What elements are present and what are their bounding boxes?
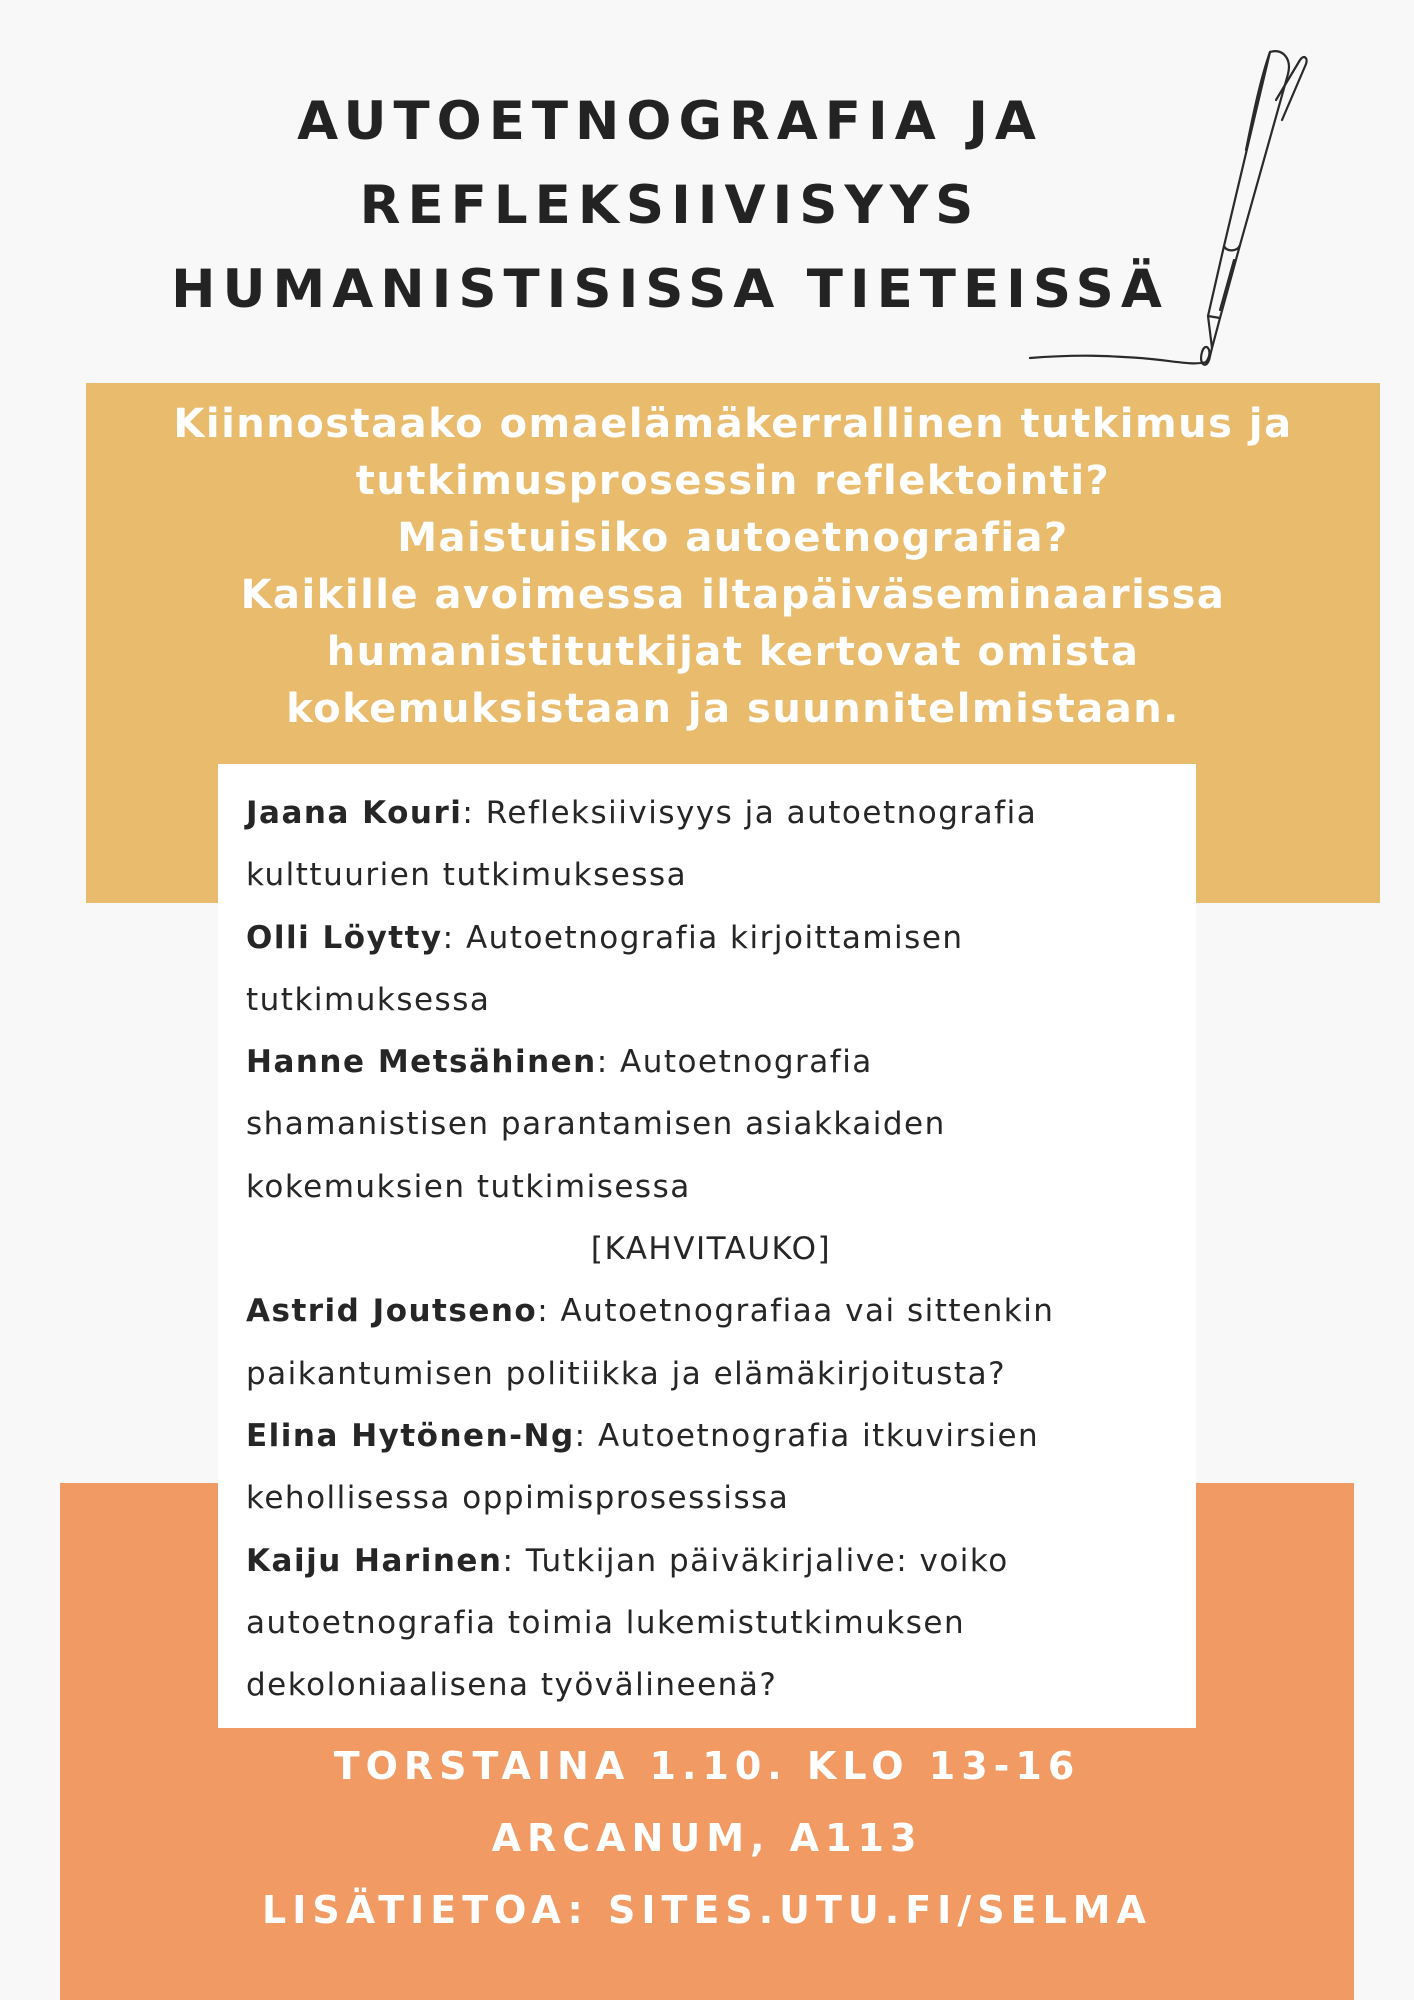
talk-topic: : Refleksiivisyys ja autoetnografia: [462, 795, 1038, 831]
speaker-name: Hanne Metsähinen: [246, 1044, 597, 1081]
event-link: LISÄTIETOA: SITES.UTU.FI/SELMA: [262, 1888, 1152, 1932]
list-item: [246, 1530, 1176, 1592]
talk-topic: : Autoetnografiaa vai sittenkin: [537, 1293, 1055, 1330]
list-item: [246, 782, 1176, 844]
talk-topic: : Autoetnografia itkuvirsien: [574, 1417, 1040, 1454]
talk-topic: paikantumisen politiikka ja elämäkirjoitusta?: [246, 1355, 1007, 1392]
event-location: ARCANUM, A113: [491, 1816, 923, 1860]
list-item: [246, 1031, 1176, 1093]
intro-line: humanistitutkijat kertovat omista: [326, 629, 1140, 675]
intro-line: Kiinnostaako omaelämäkerrallinen tutkimus ja: [173, 401, 1293, 447]
event-date: TORSTAINA 1.10. KLO 13-16: [333, 1744, 1081, 1788]
talk-topic: : Tutkijan päiväkirjalive: voiko: [502, 1542, 1009, 1579]
title-line: HUMANISTISISSA TIETEISSÄ: [171, 259, 1169, 320]
speaker-name: Astrid Joutseno: [246, 1293, 538, 1330]
speaker-name: Kaiju Harinen: [246, 1542, 503, 1579]
talk-topic: : Autoetnografia kirjoittamisen: [442, 919, 964, 956]
talk-topic: kokemuksien tutkimisessa: [246, 1168, 691, 1205]
pen-icon: [1020, 40, 1320, 380]
intro-line: kokemuksistaan ja suunnitelmistaan.: [286, 686, 1180, 732]
coffee-break: [KAHVITAUKO]: [590, 1231, 832, 1268]
intro-line: Kaikille avoimessa iltapäiväseminaarissa: [240, 572, 1226, 618]
program-list: [218, 764, 1196, 1728]
talk-topic: dekoloniaalisena työvälineenä?: [246, 1667, 778, 1704]
talk-topic: kehollisessa oppimisprosessissa: [246, 1480, 790, 1517]
talk-topic: autoetnografia toimia lukemistutkimuksen: [246, 1604, 966, 1641]
event-info: [60, 1730, 1354, 1946]
title-line: AUTOETNOGRAFIA JA: [297, 91, 1043, 152]
talk-topic: kulttuurien tutkimuksessa: [246, 857, 688, 894]
list-item: [246, 907, 1176, 969]
intro-line: Maistuisiko autoetnografia?: [397, 515, 1069, 561]
speaker-name: Jaana Kouri: [246, 795, 463, 831]
intro-line: tutkimusprosessin reflektointi?: [355, 458, 1111, 504]
talk-topic: : Autoetnografia: [596, 1044, 873, 1081]
title-line: REFLEKSIIVISYYS: [359, 175, 981, 236]
talk-topic: tutkimuksessa: [246, 981, 491, 1018]
speaker-name: Elina Hytönen-Ng: [246, 1417, 575, 1454]
list-item: [246, 1405, 1176, 1467]
list-item: [246, 1280, 1176, 1342]
speaker-name: Olli Löytty: [246, 919, 443, 956]
intro-text: [86, 396, 1380, 738]
talk-topic: shamanistisen parantamisen asiakkaiden: [246, 1106, 946, 1143]
